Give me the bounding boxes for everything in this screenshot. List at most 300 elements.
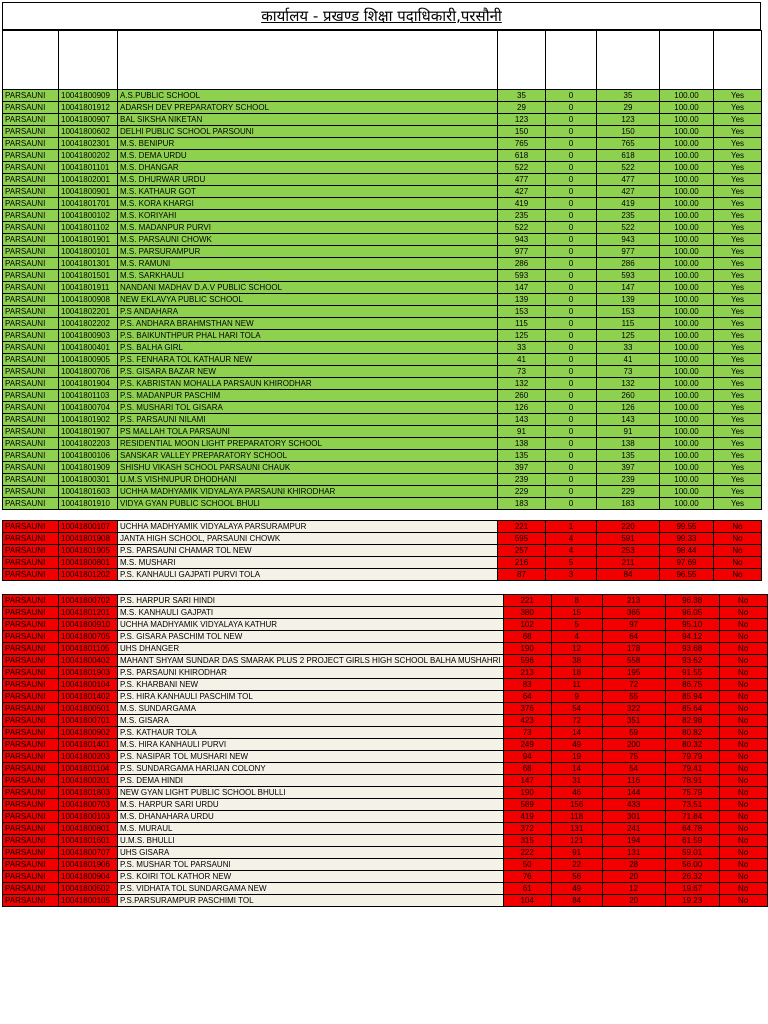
udise-code-cell: 10041800201	[59, 775, 118, 787]
completed-cell: 143	[597, 414, 660, 426]
school-name-cell: P.S ANDAHARA	[118, 306, 498, 318]
udise-code-cell: 10041801901	[59, 234, 118, 246]
completed-cell: 138	[597, 438, 660, 450]
table-row	[3, 210, 762, 222]
udise-code-cell: 10041802001	[59, 174, 118, 186]
completed-cell: 183	[597, 498, 660, 510]
udise-code-cell: 10041800202	[59, 150, 118, 162]
table-row	[3, 258, 762, 270]
status-cell: No	[719, 667, 767, 679]
status-cell: No	[719, 787, 767, 799]
completed-cell: 33	[597, 342, 660, 354]
status-cell: No	[719, 751, 767, 763]
status-cell: Yes	[714, 318, 762, 330]
pending-cell: 0	[546, 162, 597, 174]
school-name-cell: M.S. DHANGAR	[118, 162, 498, 174]
pending-cell: 0	[546, 210, 597, 222]
block-cell: PARSAUNI	[3, 414, 59, 426]
block-cell: PARSAUNI	[3, 715, 59, 727]
total-cell: 104	[503, 895, 551, 907]
status-cell: Yes	[714, 354, 762, 366]
percent-cell: 59.01	[665, 847, 719, 859]
total-cell: 380	[503, 607, 551, 619]
block-cell: PARSAUNI	[3, 234, 59, 246]
udise-code-cell: 10041800701	[59, 715, 118, 727]
block-cell: PARSAUNI	[3, 198, 59, 210]
total-cell: 132	[498, 378, 546, 390]
block-cell: PARSAUNI	[3, 619, 59, 631]
completed-cell: 253	[597, 545, 660, 557]
pending-cell: 14	[551, 727, 602, 739]
school-name-cell: P.S. PARSAUNI NILAMI	[118, 414, 498, 426]
pending-cell: 0	[546, 498, 597, 510]
status-cell: Yes	[714, 342, 762, 354]
percent-cell: 100.00	[660, 258, 714, 270]
pending-cell: 0	[546, 402, 597, 414]
percent-cell: 100.00	[660, 366, 714, 378]
table-row	[3, 787, 768, 799]
total-cell: 596	[503, 655, 551, 667]
school-name-cell: P.S. ANDHARA BRAHMSTHAN NEW	[118, 318, 498, 330]
block-cell: PARSAUNI	[3, 545, 59, 557]
table-row	[3, 739, 768, 751]
completed-cell: 200	[602, 739, 665, 751]
udise-code-cell: 10041800101	[59, 246, 118, 258]
table-row	[3, 799, 768, 811]
pending-cell: 9	[551, 691, 602, 703]
table-row	[3, 703, 768, 715]
pending-cell: 0	[546, 102, 597, 114]
total-cell: 372	[503, 823, 551, 835]
total-cell: 221	[503, 595, 551, 607]
percent-cell: 93.62	[665, 655, 719, 667]
table-row	[3, 763, 768, 775]
total-cell: 765	[498, 138, 546, 150]
pending-cell: 3	[546, 569, 597, 581]
school-name-cell: M.S. MUSHARI	[118, 557, 498, 569]
block-cell: PARSAUNI	[3, 631, 59, 643]
pending-cell: 0	[546, 462, 597, 474]
percent-cell: 86.75	[665, 679, 719, 691]
total-cell: 376	[503, 703, 551, 715]
status-cell: No	[719, 895, 767, 907]
pending-cell: 4	[546, 533, 597, 545]
total-cell: 126	[498, 402, 546, 414]
block-cell: PARSAUNI	[3, 306, 59, 318]
status-cell: Yes	[714, 246, 762, 258]
total-cell: 235	[498, 210, 546, 222]
completed-cell: 522	[597, 162, 660, 174]
school-name-cell: M.S. MURAUL	[118, 823, 504, 835]
table-row	[3, 306, 762, 318]
udise-code-cell: 10041801601	[59, 835, 118, 847]
udise-code-cell: 10041801910	[59, 498, 118, 510]
pending-cell: 49	[551, 883, 602, 895]
table-row	[3, 282, 762, 294]
table-row	[3, 498, 762, 510]
udise-code-cell: 10041800801	[59, 823, 118, 835]
udise-code-cell: 10041801104	[59, 763, 118, 775]
status-cell: No	[714, 545, 762, 557]
total-cell: 589	[503, 799, 551, 811]
pending-cell: 0	[546, 414, 597, 426]
percent-cell: 100.00	[660, 90, 714, 102]
udise-code-cell: 10041800703	[59, 799, 118, 811]
status-cell: Yes	[714, 402, 762, 414]
percent-cell: 100.00	[660, 162, 714, 174]
total-cell: 397	[498, 462, 546, 474]
header-cell	[597, 31, 660, 90]
percent-cell: 100.00	[660, 486, 714, 498]
pending-cell: 4	[551, 631, 602, 643]
block-cell: PARSAUNI	[3, 679, 59, 691]
status-cell: No	[719, 691, 767, 703]
total-cell: 29	[498, 102, 546, 114]
status-cell: Yes	[714, 378, 762, 390]
pending-cell: 0	[546, 450, 597, 462]
pending-cell: 84	[551, 895, 602, 907]
page-title-text: कार्यालय - प्रखण्ड शिक्षा पदाधिकारी,परसौनी	[261, 7, 502, 25]
total-cell: 139	[498, 294, 546, 306]
percent-cell: 96.38	[665, 595, 719, 607]
status-cell: Yes	[714, 162, 762, 174]
udise-code-cell: 10041800707	[59, 847, 118, 859]
udise-code-cell: 10041800801	[59, 557, 118, 569]
completed-cell: 178	[602, 643, 665, 655]
total-cell: 147	[503, 775, 551, 787]
block-cell: PARSAUNI	[3, 835, 59, 847]
block-cell: PARSAUNI	[3, 607, 59, 619]
block-cell: PARSAUNI	[3, 150, 59, 162]
school-name-cell: DELHI PUBLIC SCHOOL PARSOUNI	[118, 126, 498, 138]
percent-cell: 93.68	[665, 643, 719, 655]
status-cell: No	[714, 557, 762, 569]
total-cell: 419	[498, 198, 546, 210]
completed-cell: 123	[597, 114, 660, 126]
percent-cell: 75.79	[665, 787, 719, 799]
school-name-cell: PS MALLAH TOLA PARSAUNI	[118, 426, 498, 438]
udise-code-cell: 10041801105	[59, 643, 118, 655]
pending-cell: 0	[546, 186, 597, 198]
completed-cell: 72	[602, 679, 665, 691]
school-name-cell: ADARSH DEV PREPARATORY SCHOOL	[118, 102, 498, 114]
pending-cell: 0	[546, 366, 597, 378]
udise-code-cell: 10041800102	[59, 210, 118, 222]
udise-code-cell: 10041800908	[59, 294, 118, 306]
percent-cell: 79.41	[665, 763, 719, 775]
block-cell: PARSAUNI	[3, 521, 59, 533]
block-cell: PARSAUNI	[3, 378, 59, 390]
block-cell: PARSAUNI	[3, 402, 59, 414]
completed-cell: 35	[597, 90, 660, 102]
block-cell: PARSAUNI	[3, 775, 59, 787]
school-name-cell: P.S. FENHARA TOL KATHAUR NEW	[118, 354, 498, 366]
pending-cell: 22	[551, 859, 602, 871]
udise-code-cell: 10041800910	[59, 619, 118, 631]
status-cell: No	[719, 727, 767, 739]
block-cell: PARSAUNI	[3, 871, 59, 883]
total-cell: 91	[498, 426, 546, 438]
total-cell: 87	[498, 569, 546, 581]
completed-cell: 97	[602, 619, 665, 631]
school-name-cell: P.S. KABRISTAN MOHALLA PARSAUN KHIRODHAR	[118, 378, 498, 390]
block-cell: PARSAUNI	[3, 222, 59, 234]
total-cell: 977	[498, 246, 546, 258]
pending-cell: 0	[546, 270, 597, 282]
school-name-cell: P.S. MUSHARI TOL GISARA	[118, 402, 498, 414]
status-cell: Yes	[714, 426, 762, 438]
percent-cell: 56.00	[665, 859, 719, 871]
completed-cell: 194	[602, 835, 665, 847]
percent-cell: 100.00	[660, 150, 714, 162]
udise-code-cell: 10041801401	[59, 739, 118, 751]
total-cell: 138	[498, 438, 546, 450]
status-cell: No	[719, 679, 767, 691]
table-row	[3, 354, 762, 366]
completed-cell: 147	[597, 282, 660, 294]
school-name-cell: M.S. KATHAUR GOT	[118, 186, 498, 198]
percent-cell: 99.33	[660, 533, 714, 545]
udise-code-cell: 10041801903	[59, 667, 118, 679]
total-cell: 427	[498, 186, 546, 198]
status-cell: Yes	[714, 198, 762, 210]
completed-cell: 54	[602, 763, 665, 775]
school-name-cell: M.S. DHURWAR URDU	[118, 174, 498, 186]
status-cell: Yes	[714, 462, 762, 474]
completed-cell: 29	[597, 102, 660, 114]
percent-cell: 79.79	[665, 751, 719, 763]
total-cell: 61	[503, 883, 551, 895]
table-row	[3, 234, 762, 246]
school-name-cell: A.S.PUBLIC SCHOOL	[118, 90, 498, 102]
fail-schools-table-1	[2, 520, 762, 581]
table-row	[3, 667, 768, 679]
status-cell: Yes	[714, 138, 762, 150]
table-row	[3, 162, 762, 174]
total-cell: 115	[498, 318, 546, 330]
total-cell: 229	[498, 486, 546, 498]
school-name-cell: UHS DHANGER	[118, 643, 504, 655]
udise-code-cell: 10041801909	[59, 462, 118, 474]
block-cell: PARSAUNI	[3, 655, 59, 667]
percent-cell: 100.00	[660, 342, 714, 354]
block-cell: PARSAUNI	[3, 751, 59, 763]
school-name-cell: M.S. SARKHAULI	[118, 270, 498, 282]
status-cell: Yes	[714, 126, 762, 138]
total-cell: 94	[503, 751, 551, 763]
percent-cell: 85.94	[665, 691, 719, 703]
header-row-table	[2, 30, 762, 90]
block-cell: PARSAUNI	[3, 270, 59, 282]
school-name-cell: M.S. MADANPUR PURVI	[118, 222, 498, 234]
percent-cell: 100.00	[660, 438, 714, 450]
school-name-cell: NEW EKLAVYA PUBLIC SCHOOL	[118, 294, 498, 306]
table-row	[3, 835, 768, 847]
completed-cell: 91	[597, 426, 660, 438]
block-cell: PARSAUNI	[3, 126, 59, 138]
header-cell	[3, 31, 59, 90]
status-cell: Yes	[714, 366, 762, 378]
pending-cell: 0	[546, 150, 597, 162]
completed-cell: 125	[597, 330, 660, 342]
block-cell: PARSAUNI	[3, 595, 59, 607]
block-cell: PARSAUNI	[3, 138, 59, 150]
percent-cell: 100.00	[660, 450, 714, 462]
page-title	[2, 2, 761, 30]
pending-cell: 0	[546, 294, 597, 306]
status-cell: Yes	[714, 486, 762, 498]
school-name-cell: P.S. KHARBANI NEW	[118, 679, 504, 691]
pending-cell: 0	[546, 426, 597, 438]
block-cell: PARSAUNI	[3, 498, 59, 510]
total-cell: 260	[498, 390, 546, 402]
block-cell: PARSAUNI	[3, 847, 59, 859]
block-cell: PARSAUNI	[3, 102, 59, 114]
pending-cell: 0	[546, 126, 597, 138]
percent-cell: 99.55	[660, 521, 714, 533]
status-cell: Yes	[714, 306, 762, 318]
pending-cell: 0	[546, 438, 597, 450]
block-cell: PARSAUNI	[3, 210, 59, 222]
school-name-cell: P.S. SUNDARGAMA HARIJAN COLONY	[118, 763, 504, 775]
percent-cell: 78.91	[665, 775, 719, 787]
school-name-cell: P.S. KATHAUR TOLA	[118, 727, 504, 739]
total-cell: 618	[498, 150, 546, 162]
pending-cell: 5	[551, 619, 602, 631]
percent-cell: 100.00	[660, 426, 714, 438]
block-cell: PARSAUNI	[3, 474, 59, 486]
udise-code-cell: 10041800301	[59, 474, 118, 486]
school-name-cell: NANDANI MADHAV D.A.V PUBLIC SCHOOL	[118, 282, 498, 294]
block-cell: PARSAUNI	[3, 799, 59, 811]
table-row	[3, 366, 762, 378]
pending-cell: 38	[551, 655, 602, 667]
completed-cell: 20	[602, 871, 665, 883]
completed-cell: 126	[597, 402, 660, 414]
total-cell: 216	[498, 557, 546, 569]
status-cell: Yes	[714, 234, 762, 246]
school-name-cell: U.M.S. BHULLI	[118, 835, 504, 847]
block-cell: PARSAUNI	[3, 643, 59, 655]
udise-code-cell: 10041800402	[59, 655, 118, 667]
completed-cell: 73	[597, 366, 660, 378]
pending-cell: 72	[551, 715, 602, 727]
udise-code-cell: 10041800905	[59, 354, 118, 366]
completed-cell: 84	[597, 569, 660, 581]
status-cell: Yes	[714, 150, 762, 162]
school-name-cell: P.S. GISARA PASCHIM TOL NEW	[118, 631, 504, 643]
school-name-cell: P.S. MADANPUR PASCHIM	[118, 390, 498, 402]
completed-cell: 239	[597, 474, 660, 486]
completed-cell: 235	[597, 210, 660, 222]
block-cell: PARSAUNI	[3, 811, 59, 823]
udise-code-cell: 10041801402	[59, 691, 118, 703]
udise-code-cell: 10041800105	[59, 895, 118, 907]
udise-code-cell: 10041801907	[59, 426, 118, 438]
total-cell: 102	[503, 619, 551, 631]
pending-cell: 0	[546, 306, 597, 318]
status-cell: No	[719, 799, 767, 811]
percent-cell: 100.00	[660, 402, 714, 414]
percent-cell: 96.55	[660, 569, 714, 581]
block-cell: PARSAUNI	[3, 330, 59, 342]
total-cell: 249	[503, 739, 551, 751]
percent-cell: 100.00	[660, 354, 714, 366]
total-cell: 190	[503, 787, 551, 799]
percent-cell: 100.00	[660, 306, 714, 318]
header-cell	[660, 31, 714, 90]
udise-code-cell: 10041801501	[59, 270, 118, 282]
completed-cell: 12	[602, 883, 665, 895]
status-cell: Yes	[714, 282, 762, 294]
table-row	[3, 330, 762, 342]
completed-cell: 522	[597, 222, 660, 234]
pending-cell: 18	[551, 667, 602, 679]
block-cell: PARSAUNI	[3, 114, 59, 126]
school-name-cell: P.S. HIRA KANHAULI PASCHIM TOL	[118, 691, 504, 703]
pending-cell: 0	[546, 234, 597, 246]
pending-cell: 15	[551, 607, 602, 619]
udise-code-cell: 10041800706	[59, 366, 118, 378]
school-name-cell: JANTA HIGH SCHOOL, PARSAUNI CHOWK	[118, 533, 498, 545]
school-name-cell: P.S. KANHAULI GAJPATI PURVI TOLA	[118, 569, 498, 581]
table-row	[3, 715, 768, 727]
pending-cell: 12	[551, 643, 602, 655]
table-row	[3, 871, 768, 883]
pending-cell: 0	[546, 258, 597, 270]
school-name-cell: UHS GISARA	[118, 847, 504, 859]
total-cell: 522	[498, 222, 546, 234]
table-row	[3, 318, 762, 330]
udise-code-cell: 10041800702	[59, 595, 118, 607]
completed-cell: 301	[602, 811, 665, 823]
percent-cell: 61.59	[665, 835, 719, 847]
status-cell: No	[714, 569, 762, 581]
table-row	[3, 619, 768, 631]
completed-cell: 20	[602, 895, 665, 907]
header-cell	[546, 31, 597, 90]
completed-cell: 59	[602, 727, 665, 739]
udise-code-cell: 10041801201	[59, 607, 118, 619]
table-row	[3, 390, 762, 402]
completed-cell: 213	[602, 595, 665, 607]
total-cell: 593	[498, 270, 546, 282]
pending-cell: 0	[546, 90, 597, 102]
table-row	[3, 823, 768, 835]
status-cell: Yes	[714, 258, 762, 270]
udise-code-cell: 10041800602	[59, 126, 118, 138]
udise-code-cell: 10041800502	[59, 883, 118, 895]
udise-code-cell: 10041800907	[59, 114, 118, 126]
block-cell: PARSAUNI	[3, 174, 59, 186]
block-cell: PARSAUNI	[3, 162, 59, 174]
total-cell: 150	[498, 126, 546, 138]
school-name-cell: P.S. DEMA HINDI	[118, 775, 504, 787]
completed-cell: 55	[602, 691, 665, 703]
school-name-cell: P.S. KOIRI TOL KATHOR NEW	[118, 871, 504, 883]
udise-code-cell: 10041802203	[59, 438, 118, 450]
completed-cell: 150	[597, 126, 660, 138]
completed-cell: 229	[597, 486, 660, 498]
block-cell: PARSAUNI	[3, 426, 59, 438]
table-row	[3, 486, 762, 498]
school-name-cell: RESIDENTIAL MOON LIGHT PREPARATORY SCHOOL	[118, 438, 498, 450]
status-cell: No	[719, 631, 767, 643]
total-cell: 83	[503, 679, 551, 691]
udise-code-cell: 10041800104	[59, 679, 118, 691]
block-cell: PARSAUNI	[3, 462, 59, 474]
fail-schools-table-2	[2, 594, 768, 907]
